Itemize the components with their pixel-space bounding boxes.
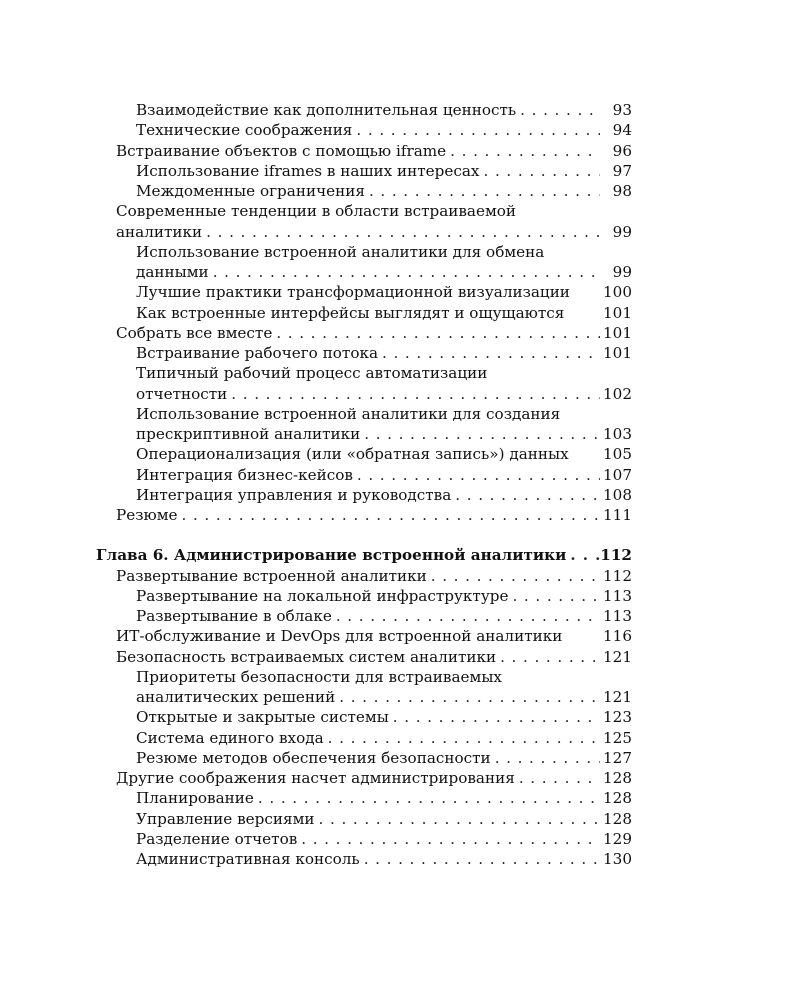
toc-entry-title: Операционализация (или «обратная запись») данных <box>136 445 569 464</box>
toc-entry-title: аналитических решений <box>136 688 336 706</box>
dot-leader <box>332 606 600 626</box>
toc-entry <box>96 384 632 404</box>
dot-leader <box>324 728 600 748</box>
toc-chapter-heading <box>96 545 632 565</box>
toc-entry <box>96 141 632 161</box>
dot-leader <box>451 485 600 505</box>
dot-leader <box>516 100 600 120</box>
toc-entry-page-number: 116 <box>603 627 632 646</box>
toc-entry <box>96 849 632 869</box>
toc-entry-title: Административная консоль <box>136 850 360 868</box>
toc-entry-page-number: 96 <box>612 141 632 160</box>
toc-entry-title: Как встроенные интерфейсы выглядят и ощущаются <box>136 303 565 322</box>
toc-entry-page-number: 113 <box>603 607 632 625</box>
toc-entry-page-number: 94 <box>612 121 632 140</box>
toc-entry <box>96 120 632 140</box>
toc-entry <box>96 748 632 768</box>
toc-entry <box>96 809 632 829</box>
dot-leader <box>389 707 600 727</box>
toc-entry-page-number: 112 <box>603 566 632 585</box>
toc-entry-page-number: 112 <box>600 546 632 565</box>
dot-leader <box>178 505 600 525</box>
toc-entry-page-number: 123 <box>603 708 632 727</box>
dot-leader <box>315 809 600 829</box>
toc-entry <box>96 566 632 586</box>
dot-leader <box>365 181 600 201</box>
toc-entry <box>96 667 632 687</box>
toc-entry-title: Приоритеты безопасности для встраиваемых <box>136 667 502 686</box>
toc-entry-page-number: 107 <box>603 465 632 484</box>
toc-entry-title: Система единого входа <box>136 728 324 747</box>
toc-entry-page-number: 128 <box>603 789 632 808</box>
toc-entry <box>96 242 632 262</box>
toc-entry-title: Использование встроенной аналитики для обмена <box>136 242 545 261</box>
toc-entry-title: Резюме методов обеспечения безопасности <box>136 748 491 767</box>
toc-entry <box>96 181 632 201</box>
toc-entry-page-number: 111 <box>603 506 632 524</box>
toc-entry <box>96 404 632 424</box>
toc-entry-page-number: 101 <box>603 323 632 342</box>
toc-entry <box>96 201 632 221</box>
toc-entry-title: Технические соображения <box>136 121 353 140</box>
dot-leader <box>254 788 600 808</box>
toc-entry-page-number: 113 <box>603 586 632 605</box>
toc-entry-title: Собрать все вместе <box>116 323 273 342</box>
toc-entry <box>96 323 632 343</box>
toc-entry-title: Использование встроенной аналитики для создания <box>136 404 561 423</box>
dot-leader <box>202 222 600 242</box>
toc-entry-title: Развертывание в облаке <box>136 607 332 625</box>
dot-leader <box>491 748 600 768</box>
dot-leader <box>378 343 600 363</box>
toc-entry-title: Управление версиями <box>136 809 315 828</box>
toc-entry-page-number: 128 <box>603 809 632 828</box>
toc-entry-title: Взаимодействие как дополнительная ценность <box>136 101 517 119</box>
dot-leader <box>227 384 600 404</box>
dot-leader <box>360 849 600 869</box>
toc-entry <box>96 687 632 707</box>
toc-entry-page-number: 130 <box>603 850 632 868</box>
toc-entry-page-number: 129 <box>603 829 632 848</box>
toc-entry <box>96 768 632 788</box>
toc-entry-title: Безопасность встраиваемых систем аналитики <box>116 647 497 666</box>
toc-entry <box>96 465 632 485</box>
toc-entry <box>96 829 632 849</box>
toc-entry-page-number: 99 <box>612 263 632 281</box>
toc-entry-page-number: 105 <box>603 445 632 464</box>
toc-entry-page-number: 101 <box>603 344 632 362</box>
toc-entry <box>96 100 632 120</box>
toc-entry <box>96 728 632 748</box>
dot-leader <box>335 687 600 707</box>
toc-entry-title: данными <box>136 263 209 281</box>
toc-entry <box>96 788 632 808</box>
toc-entry-title: Планирование <box>136 789 254 808</box>
dot-leader <box>209 262 600 282</box>
toc-entry-title: Открытые и закрытые системы <box>136 708 389 727</box>
toc-entry-title: Лучшие практики трансформационной визуализации <box>136 283 570 302</box>
toc-entry-page-number: 127 <box>603 748 632 767</box>
toc-entry <box>96 222 632 242</box>
toc-entry <box>96 626 632 646</box>
toc-entry <box>96 262 632 282</box>
toc-entry-title: Типичный рабочий процесс автоматизации <box>136 364 488 383</box>
toc-entry-page-number: 103 <box>603 425 632 443</box>
toc-entry-title: Использование iframes в наших интересах <box>136 161 480 180</box>
toc-entry <box>96 363 632 383</box>
toc-entry <box>96 586 632 606</box>
toc-entry <box>96 161 632 181</box>
toc-entry-title: Интеграция бизнес-кейсов <box>136 465 353 484</box>
toc-entry <box>96 303 632 323</box>
toc-entry <box>96 505 632 525</box>
dot-leader <box>566 545 600 565</box>
dot-leader <box>360 424 600 444</box>
toc-entry-title: Разделение отчетов <box>136 829 298 848</box>
toc-entry <box>96 444 632 464</box>
toc-entry-page-number: 125 <box>603 728 632 747</box>
dot-leader <box>515 768 600 788</box>
toc-entry-title: прескриптивной аналитики <box>136 425 361 443</box>
toc-entry-page-number: 101 <box>603 303 632 322</box>
toc-entry-page-number: 108 <box>603 485 632 504</box>
dot-leader <box>272 323 600 343</box>
dot-leader <box>496 647 600 667</box>
toc-entry-title: Современные тенденции в области встраиваемой <box>116 202 517 221</box>
toc-entry-page-number: 100 <box>603 283 632 302</box>
toc-entry-title: Резюме <box>116 506 178 524</box>
toc-entry-title: Интеграция управления и руководства <box>136 485 452 504</box>
toc-entry <box>96 424 632 444</box>
toc-entry-page-number: 93 <box>612 101 632 119</box>
dot-leader <box>297 829 600 849</box>
toc-entry-title: Встраивание рабочего потока <box>136 344 379 362</box>
toc-entry-page-number: 98 <box>612 182 632 200</box>
toc-entry-title: Встраивание объектов с помощью iframe <box>116 141 447 160</box>
toc-entry-page-number: 121 <box>603 688 632 706</box>
dot-leader <box>446 141 600 161</box>
toc-entry-title: аналитики <box>116 222 203 241</box>
toc-entry-page-number: 102 <box>603 384 632 403</box>
toc-entry <box>96 707 632 727</box>
toc-entry <box>96 647 632 667</box>
toc-entry-page-number: 121 <box>603 647 632 666</box>
toc-entry-title: отчетности <box>136 384 228 403</box>
toc-entry <box>96 282 632 302</box>
toc-entry-title: ИТ-обслуживание и DevOps для встроенной аналитики <box>116 627 563 646</box>
toc-entry <box>96 485 632 505</box>
dot-leader <box>352 120 600 140</box>
toc-entry-title: Глава 6. Администрирование встроенной аналитики <box>96 546 567 565</box>
dot-leader <box>480 161 601 181</box>
toc-entry-page-number: 128 <box>603 769 632 787</box>
toc-entry-title: Развертывание на локальной инфраструктуре <box>136 586 509 605</box>
toc-entry <box>96 606 632 626</box>
toc-entry-title: Междоменные ограничения <box>136 182 365 200</box>
toc-entry <box>96 343 632 363</box>
dot-leader <box>427 566 600 586</box>
toc-entry-page-number: 99 <box>612 222 632 241</box>
dot-leader <box>508 586 600 606</box>
toc-entry-page-number: 97 <box>612 161 632 180</box>
toc-entry-title: Развертывание встроенной аналитики <box>116 566 427 585</box>
toc-entry-title: Другие соображения насчет администрирования <box>116 769 515 787</box>
dot-leader <box>353 465 600 485</box>
